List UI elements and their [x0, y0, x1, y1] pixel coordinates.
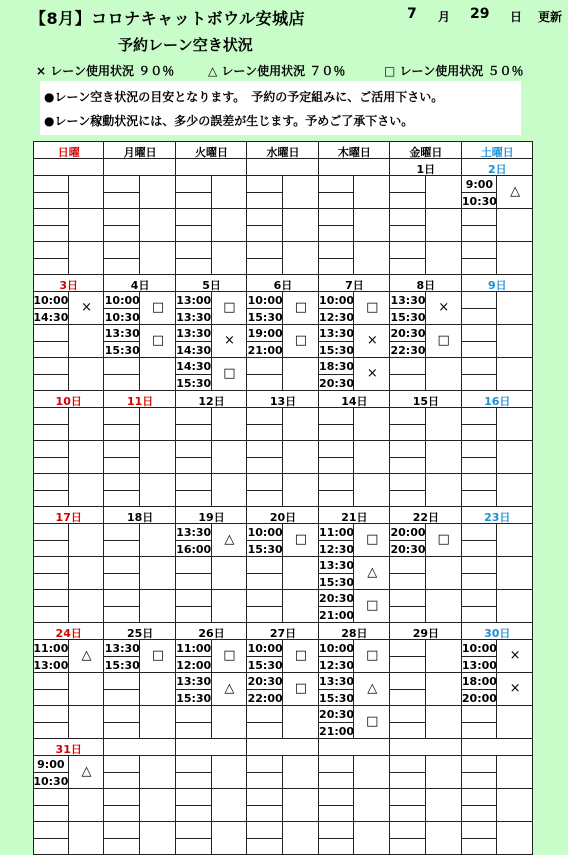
legend-item-50 — [384, 62, 523, 79]
legend-text-70: レーン使用状況 ７０％ — [221, 64, 345, 78]
slot-start-time: 20:30 — [247, 675, 283, 688]
square-icon: □ — [354, 714, 390, 729]
square-icon: □ — [140, 333, 176, 348]
day-number: 1日 — [390, 161, 461, 177]
square-icon: □ — [212, 648, 248, 663]
note-line: ●レーン空き状況の目安となります。 予約の予定組みに、ご活用下さい。 — [44, 88, 443, 105]
slot-start-time: 13:30 — [176, 327, 212, 340]
square-icon: □ — [354, 648, 390, 663]
legend-text-90: レーン使用状況 ９０％ — [50, 64, 174, 78]
page-subtitle: 予約レーン空き状況 — [118, 34, 253, 55]
slot-end-time: 15:30 — [247, 543, 283, 556]
day-number: 3日 — [33, 277, 104, 293]
slot-end-time: 21:00 — [319, 609, 355, 622]
cross-icon: × — [497, 648, 533, 663]
day-number: 11日 — [104, 393, 175, 409]
day-number: 18日 — [104, 509, 175, 525]
slot-end-time: 12:30 — [319, 659, 355, 672]
slot-end-time: 13:00 — [33, 659, 69, 672]
slot-end-time: 14:30 — [176, 344, 212, 357]
update-day: 29 — [470, 6, 489, 22]
slot-start-time: 19:00 — [247, 327, 283, 340]
triangle-icon: △ — [354, 565, 390, 580]
triangle-icon: △ — [69, 648, 105, 663]
day-number: 19日 — [176, 509, 247, 525]
slot-start-time: 10:00 — [247, 526, 283, 539]
slot-start-time: 18:00 — [462, 675, 498, 688]
slot-end-time: 15:30 — [319, 344, 355, 357]
slot-start-time: 10:00 — [319, 294, 355, 307]
day-number: 14日 — [319, 393, 390, 409]
day-number: 7日 — [319, 277, 390, 293]
square-icon: □ — [140, 648, 176, 663]
square-icon: □ — [354, 532, 390, 547]
day-number: 12日 — [176, 393, 247, 409]
cross-icon: × — [497, 681, 533, 696]
slot-end-time: 20:30 — [319, 377, 355, 390]
slot-start-time: 10:00 — [247, 294, 283, 307]
slot-end-time: 15:30 — [176, 692, 212, 705]
slot-start-time: 18:30 — [319, 360, 355, 373]
triangle-icon: △ — [69, 764, 105, 779]
slot-end-time: 15:30 — [247, 659, 283, 672]
weekday-label: 火曜日 — [176, 144, 247, 160]
notes-box — [40, 81, 521, 135]
day-number: 24日 — [33, 625, 104, 641]
day-number: 31日 — [33, 741, 104, 757]
slot-end-time: 15:30 — [319, 692, 355, 705]
day-number: 9日 — [462, 277, 533, 293]
triangle-icon: △ — [208, 64, 217, 78]
square-icon: □ — [140, 300, 176, 315]
slot-end-time: 22:30 — [390, 344, 426, 357]
cross-icon: × — [36, 64, 46, 78]
day-number: 28日 — [319, 625, 390, 641]
slot-start-time: 10:00 — [247, 642, 283, 655]
update-label: 更新 — [538, 8, 562, 25]
triangle-icon: △ — [212, 532, 248, 547]
slot-start-time: 20:00 — [390, 526, 426, 539]
square-icon: □ — [283, 648, 319, 663]
slot-end-time: 13:30 — [176, 311, 212, 324]
page-title: 【8月】コロナキャットボウル安城店 — [30, 6, 305, 29]
day-number: 15日 — [390, 393, 461, 409]
slot-end-time: 14:30 — [33, 311, 69, 324]
square-icon: □ — [283, 681, 319, 696]
day-number: 4日 — [104, 277, 175, 293]
day-number: 6日 — [247, 277, 318, 293]
square-icon: □ — [354, 300, 390, 315]
slot-start-time: 20:30 — [319, 708, 355, 721]
slot-start-time: 20:30 — [319, 592, 355, 605]
square-icon: □ — [212, 300, 248, 315]
slot-start-time: 10:00 — [319, 642, 355, 655]
day-number: 17日 — [33, 509, 104, 525]
legend-item-90 — [36, 62, 174, 79]
slot-end-time: 15:30 — [176, 377, 212, 390]
square-icon: □ — [426, 333, 462, 348]
cross-icon: × — [69, 300, 105, 315]
slot-start-time: 10:00 — [33, 294, 69, 307]
weekday-label: 金曜日 — [390, 144, 461, 160]
slot-start-time: 13:30 — [176, 526, 212, 539]
slot-end-time: 22:00 — [247, 692, 283, 705]
slot-start-time: 11:00 — [33, 642, 69, 655]
update-month: 7 — [407, 6, 417, 22]
slot-start-time: 13:30 — [319, 559, 355, 572]
slot-end-time: 15:30 — [104, 344, 140, 357]
slot-end-time: 20:30 — [390, 543, 426, 556]
slot-end-time: 15:30 — [247, 311, 283, 324]
slot-end-time: 10:30 — [33, 775, 69, 788]
slot-start-time: 9:00 — [33, 758, 69, 771]
day-number: 8日 — [390, 277, 461, 293]
square-icon: □ — [283, 333, 319, 348]
slot-end-time: 13:00 — [462, 659, 498, 672]
slot-end-time: 12:30 — [319, 543, 355, 556]
day-number: 25日 — [104, 625, 175, 641]
slot-end-time: 15:30 — [104, 659, 140, 672]
weekday-label: 日曜 — [33, 144, 104, 160]
calendar-border — [33, 141, 533, 855]
slot-end-time: 21:00 — [319, 725, 355, 738]
calendar-table — [33, 141, 533, 855]
slot-start-time: 10:00 — [104, 294, 140, 307]
slot-end-time: 20:00 — [462, 692, 498, 705]
slot-end-time: 10:30 — [462, 195, 498, 208]
slot-start-time: 10:00 — [462, 642, 498, 655]
cross-icon: × — [354, 333, 390, 348]
triangle-icon: △ — [497, 184, 533, 199]
weekday-label: 水曜日 — [247, 144, 318, 160]
slot-end-time: 21:00 — [247, 344, 283, 357]
triangle-icon: △ — [354, 681, 390, 696]
triangle-icon: △ — [212, 681, 248, 696]
slot-start-time: 13:30 — [319, 327, 355, 340]
update-month-unit: 月 — [438, 8, 450, 25]
day-number: 20日 — [247, 509, 318, 525]
slot-end-time: 10:30 — [104, 311, 140, 324]
slot-start-time: 14:30 — [176, 360, 212, 373]
square-icon: □ — [384, 64, 395, 78]
slot-start-time: 20:30 — [390, 327, 426, 340]
legend-item-70 — [208, 62, 345, 79]
slot-start-time: 13:30 — [104, 327, 140, 340]
weekday-label: 土曜日 — [462, 144, 533, 160]
square-icon: □ — [354, 598, 390, 613]
day-number: 10日 — [33, 393, 104, 409]
slot-start-time: 13:30 — [104, 642, 140, 655]
cross-icon: × — [212, 333, 248, 348]
day-number: 30日 — [462, 625, 533, 641]
slot-end-time: 12:00 — [176, 659, 212, 672]
slot-start-time: 13:30 — [176, 675, 212, 688]
slot-start-time: 11:00 — [319, 526, 355, 539]
weekday-label: 月曜日 — [104, 144, 175, 160]
day-number: 16日 — [462, 393, 533, 409]
slot-end-time: 12:30 — [319, 311, 355, 324]
slot-start-time: 13:00 — [176, 294, 212, 307]
slot-start-time: 13:30 — [390, 294, 426, 307]
legend-text-50: レーン使用状況 ５０％ — [400, 64, 524, 78]
day-number: 2日 — [462, 161, 533, 177]
slot-end-time: 16:00 — [176, 543, 212, 556]
update-day-unit: 日 — [510, 8, 522, 25]
day-number: 23日 — [462, 509, 533, 525]
square-icon: □ — [283, 300, 319, 315]
slot-end-time: 15:30 — [390, 311, 426, 324]
day-number: 29日 — [390, 625, 461, 641]
square-icon: □ — [212, 366, 248, 381]
square-icon: □ — [426, 532, 462, 547]
cross-icon: × — [426, 300, 462, 315]
slot-start-time: 9:00 — [462, 178, 498, 191]
slot-start-time: 11:00 — [176, 642, 212, 655]
weekday-label: 木曜日 — [319, 144, 390, 160]
cross-icon: × — [354, 366, 390, 381]
day-number: 21日 — [319, 509, 390, 525]
slot-start-time: 13:30 — [319, 675, 355, 688]
note-line: ●レーン稼動状況には、多少の誤差が生じます。予めご了承下さい。 — [44, 112, 413, 129]
day-number: 27日 — [247, 625, 318, 641]
square-icon: □ — [283, 532, 319, 547]
day-number: 13日 — [247, 393, 318, 409]
day-number: 26日 — [176, 625, 247, 641]
slot-end-time: 15:30 — [319, 576, 355, 589]
day-number: 22日 — [390, 509, 461, 525]
day-number: 5日 — [176, 277, 247, 293]
